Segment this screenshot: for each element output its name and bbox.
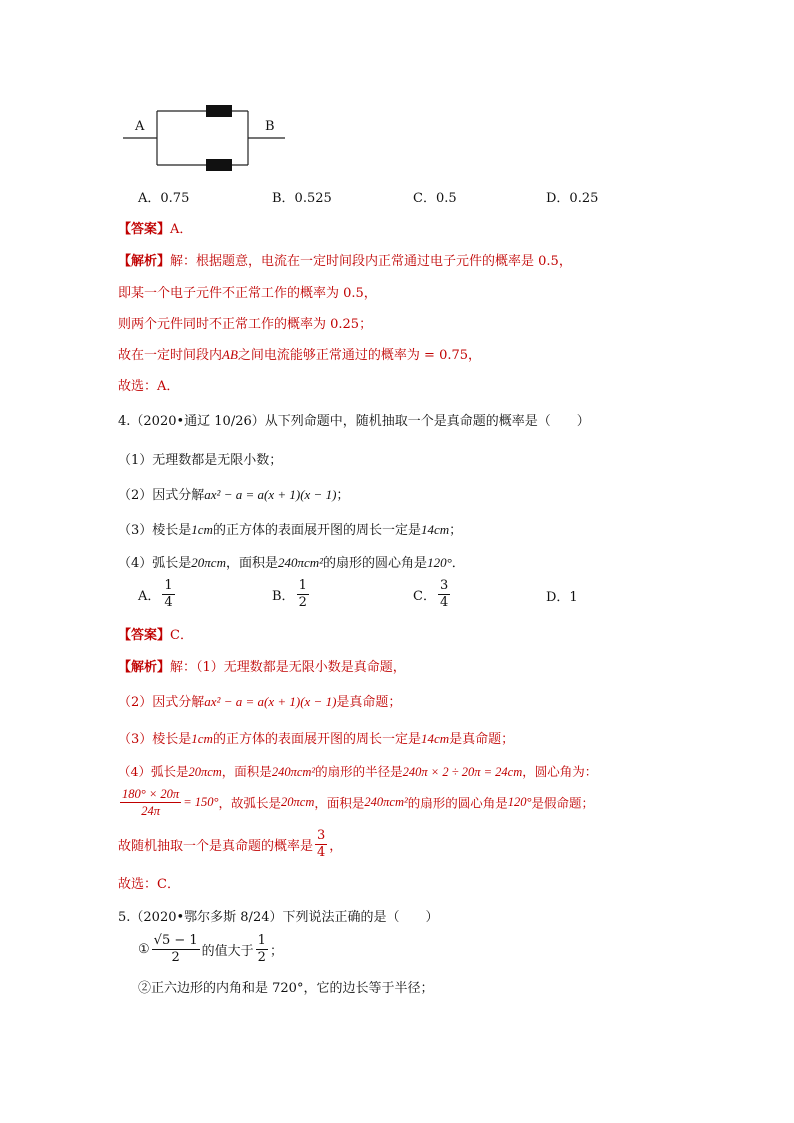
q4-analysis-6-a: 故随机抽取一个是真命题的概率是 [118, 839, 314, 854]
q4-analysis-6-b: ， [329, 839, 343, 854]
analysis-text-4b: 之间电流能够正常通过的概率为 = 0.75， [237, 348, 482, 363]
q5-statement-1-fraction-2 [256, 933, 268, 966]
fraction-denominator: 4 [439, 595, 449, 610]
analysis-line-3: 则两个元件同时不正常工作的概率为 0.25； [118, 317, 373, 332]
fraction-denominator: 2 [298, 595, 307, 610]
q4-prop-2-a: （2）因式分解 [118, 488, 205, 503]
q4-analysis-4-v2: 240πcm² [271, 765, 316, 779]
q4-prop-1: （1）无理数都是无限小数； [118, 453, 283, 468]
q4-analysis-5-a: ，故弧长是 [218, 795, 282, 811]
q4-prop-3 [118, 519, 462, 538]
q4-analysis-2-a: （2）因式分解 [118, 695, 205, 710]
q4-option-b-fraction [297, 578, 309, 611]
option-b: B．0.525 [272, 191, 332, 206]
q4-analysis-6-fraction [315, 828, 327, 861]
q4-prop-3-v2: 14cm [420, 522, 450, 537]
label-b: B [265, 119, 275, 134]
q4-prop-4-v3: 120° [427, 555, 452, 570]
q4-analysis-5-v3: 120° [507, 795, 532, 809]
q4-analysis-4-v3: 240π × 2 ÷ 20π = 24cm [402, 765, 523, 779]
fraction-denominator: 24π [141, 804, 160, 818]
q4-analysis-text-1: 解：（1）无理数都是无限小数是真命题， [170, 660, 406, 675]
q4-prop-3-a: （3）棱长是 [118, 523, 192, 538]
q4-analysis-5-v1: 20πcm [281, 795, 315, 809]
option-d: D．0.25 [546, 191, 599, 206]
q4-analysis-5-fraction [120, 786, 181, 819]
q4-prop-4 [118, 552, 465, 571]
analysis-line-1 [118, 250, 572, 269]
fraction-numerator: √5 − 1 [153, 933, 198, 948]
analysis-text-1: 解：根据题意，电流在一定时间段内正常通过电子元件的概率是 0.5， [170, 254, 572, 269]
fraction-denominator: 4 [164, 595, 173, 610]
answer-value: A． [170, 222, 193, 237]
component-top [206, 105, 232, 117]
q4-option-c-label: C． [413, 589, 436, 604]
q4-analysis-4-b: ，面积是 [221, 764, 272, 779]
label-a: A [135, 119, 145, 134]
q4-choose-line: 故选：C． [118, 877, 180, 892]
q4-analysis-3-c: 是真命题； [449, 732, 515, 747]
fraction-denominator: 4 [317, 845, 326, 860]
q5-stem: 5.（2020•鄂尔多斯 8/24）下列说法正确的是（ ） [118, 910, 439, 925]
q4-analysis-3-v1: 1cm [191, 731, 213, 746]
q4-analysis-5 [118, 786, 594, 819]
fraction-numerator: 1 [257, 933, 266, 948]
q4-analysis-3-a: （3）棱长是 [118, 732, 192, 747]
circuit-diagram [120, 95, 300, 180]
q4-option-b-label: B． [272, 589, 295, 604]
q4-prop-4-c: 的扇形的圆心角是 [323, 556, 428, 571]
q4-analysis-4 [118, 762, 597, 780]
q4-prop-4-b: ，面积是 [225, 556, 278, 571]
q4-prop-3-v1: 1cm [191, 522, 213, 537]
q4-analysis-1 [118, 656, 406, 675]
q4-analysis-6 [118, 828, 342, 861]
fraction-numerator: 180° × 20π [122, 787, 180, 801]
q4-option-d: D．1 [546, 590, 578, 605]
q4-analysis-5-v2: 240πcm² [364, 795, 408, 809]
q4-option-a [138, 578, 177, 611]
q4-analysis-2 [118, 691, 401, 710]
q4-prop-2-expr: ax² − a = a(x + 1)(x − 1) [204, 487, 337, 502]
analysis-text-4a: 故在一定时间段内 [118, 348, 223, 363]
q4-analysis-2-b: 是真命题； [336, 695, 402, 710]
q4-option-c-fraction [438, 578, 450, 611]
fraction-denominator: 2 [257, 950, 266, 965]
q5-statement-1-fraction [152, 933, 200, 966]
q4-prop-4-v2: 240πcm² [277, 555, 324, 570]
q4-analysis-3-v2: 14cm [420, 731, 450, 746]
q4-analysis-4-c: 的扇形的半径是 [315, 764, 403, 779]
fraction-denominator: 2 [171, 950, 180, 965]
q4-analysis-2-expr: ax² − a = a(x + 1)(x − 1) [204, 694, 337, 709]
analysis-line-4 [118, 344, 481, 363]
fraction-numerator: 1 [164, 578, 173, 593]
choose-line: 故选：A． [118, 379, 180, 394]
q4-answer-value: C． [170, 628, 193, 643]
answer-line [118, 218, 192, 237]
q4-answer-line [118, 624, 193, 643]
q4-analysis-tag: 【解析】 [118, 660, 171, 675]
option-c: C．0.5 [413, 191, 457, 206]
fraction-numerator: 3 [439, 578, 449, 593]
analysis-line-2: 即某一个电子元件不正常工作的概率为 0.5， [118, 286, 377, 301]
q4-option-b [272, 578, 311, 611]
q4-prop-2-b: ； [336, 488, 350, 503]
q4-analysis-5-c: 的扇形的圆心角是 [407, 795, 508, 811]
analysis-ab: AB [222, 347, 238, 362]
answer-tag: 【答案】 [118, 222, 171, 237]
q4-option-a-label: A． [138, 589, 161, 604]
q5-statement-1-marker: ① [138, 942, 150, 957]
fraction-numerator: 3 [317, 828, 326, 843]
q4-prop-2 [118, 484, 349, 503]
q4-analysis-4-a: （4）弧长是 [118, 764, 189, 779]
q5-statement-1-b: 的值大于 [201, 944, 254, 959]
q4-option-c [413, 578, 452, 611]
q4-prop-3-b: 的正方体的表面展开图的周长一定是 [212, 523, 421, 538]
component-bottom [206, 159, 232, 171]
q4-analysis-5-d: 是假命题； [531, 795, 595, 811]
q4-prop-4-v1: 20πcm [191, 555, 226, 570]
q4-analysis-3 [118, 728, 514, 747]
q4-option-a-fraction [162, 578, 174, 611]
analysis-tag: 【解析】 [118, 254, 171, 269]
q4-analysis-4-d: ，圆心角为： [522, 764, 598, 779]
q4-analysis-5-eq: = 150° [183, 795, 219, 809]
q4-prop-4-d: ． [451, 556, 465, 571]
q4-analysis-3-b: 的正方体的表面展开图的周长一定是 [212, 732, 421, 747]
q4-answer-tag: 【答案】 [118, 628, 171, 643]
q5-statement-1 [138, 933, 283, 966]
q4-stem: 4.（2020•通辽 10/26）从下列命题中，随机抽取一个是真命题的概率是（ ） [118, 414, 590, 429]
q5-statement-2: ②正六边形的内角和是 720°，它的边长等于半径； [138, 981, 434, 996]
option-a: A．0.75 [138, 191, 190, 206]
q4-analysis-5-b: ，面积是 [314, 795, 365, 811]
q4-analysis-4-v1: 20πcm [188, 765, 222, 779]
fraction-numerator: 1 [298, 578, 307, 593]
q5-statement-1-c: ； [269, 944, 283, 959]
q4-prop-4-a: （4）弧长是 [118, 556, 192, 571]
q4-prop-3-c: ； [449, 523, 463, 538]
